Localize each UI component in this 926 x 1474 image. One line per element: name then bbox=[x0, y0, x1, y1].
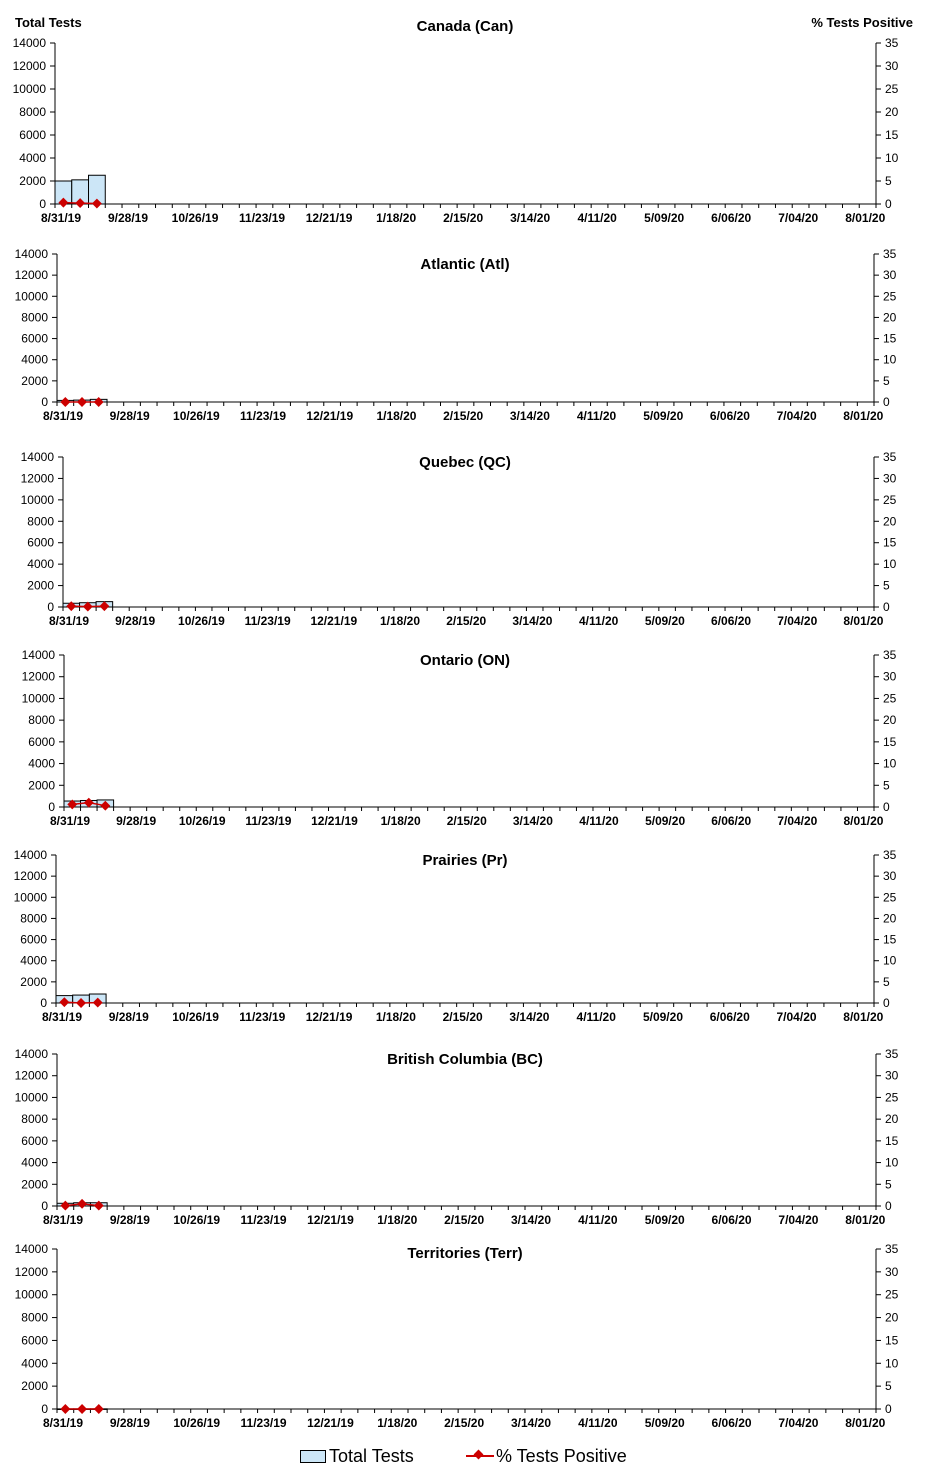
x-tick-label: 7/04/20 bbox=[776, 1010, 817, 1024]
chart-panel-6 bbox=[15, 1242, 899, 1430]
x-tick-label: 4/11/20 bbox=[578, 1416, 618, 1430]
x-tick-label: 8/31/19 bbox=[49, 814, 91, 828]
x-tick-label: 7/04/20 bbox=[777, 614, 818, 628]
x-tick-label: 11/23/19 bbox=[245, 814, 292, 828]
y-tick-label: 6000 bbox=[28, 734, 55, 749]
y2-tick-label: 15 bbox=[885, 1333, 899, 1348]
x-tick-label: 12/21/19 bbox=[306, 409, 354, 423]
chart-title: Prairies (Pr) bbox=[422, 852, 508, 869]
x-tick-label: 10/26/19 bbox=[173, 1416, 221, 1430]
y-tick-label: 12000 bbox=[21, 669, 55, 684]
y2-tick-label: 5 bbox=[885, 1177, 892, 1192]
y2-tick-label: 30 bbox=[883, 869, 897, 884]
legend-total-tests-label: Total Tests bbox=[329, 1445, 414, 1466]
y2-tick-label: 5 bbox=[883, 778, 890, 793]
x-tick-label: 12/21/19 bbox=[305, 1010, 353, 1024]
y2-tick-label: 5 bbox=[885, 1379, 892, 1394]
chart-title: Quebec (QC) bbox=[419, 454, 511, 471]
y-tick-label: 8000 bbox=[27, 514, 54, 529]
y-tick-label: 2000 bbox=[21, 373, 48, 388]
y-tick-label: 2000 bbox=[21, 1177, 48, 1192]
x-tick-label: 9/28/19 bbox=[116, 814, 157, 828]
y2-tick-label: 35 bbox=[883, 648, 897, 662]
x-tick-label: 8/01/20 bbox=[843, 1010, 884, 1024]
y2-tick-label: 0 bbox=[883, 395, 890, 409]
x-tick-label: 4/11/20 bbox=[578, 614, 619, 628]
x-tick-label: 6/06/20 bbox=[711, 814, 752, 828]
x-tick-label: 5/09/20 bbox=[644, 211, 685, 225]
x-tick-label: 5/09/20 bbox=[645, 814, 686, 828]
x-tick-label: 7/04/20 bbox=[778, 1416, 819, 1430]
y-tick-label: 8000 bbox=[19, 105, 46, 119]
y-tick-label: 8000 bbox=[21, 310, 48, 325]
y-tick-label: 14000 bbox=[14, 1242, 48, 1256]
y-tick-label: 14000 bbox=[20, 450, 54, 464]
y2-tick-label: 35 bbox=[883, 247, 897, 261]
x-tick-label: 8/01/20 bbox=[845, 1416, 886, 1430]
y-tick-label: 12000 bbox=[14, 1068, 48, 1083]
x-tick-label: 3/14/20 bbox=[510, 1416, 552, 1430]
y-tick-label: 10000 bbox=[14, 289, 48, 304]
y-tick-label: 0 bbox=[39, 197, 46, 211]
y-tick-label: 10000 bbox=[14, 1090, 48, 1105]
legend-line-marker bbox=[466, 1449, 494, 1463]
y-tick-label: 6000 bbox=[19, 128, 46, 142]
y2-tick-label: 15 bbox=[885, 128, 899, 142]
chart-panel-1 bbox=[15, 247, 897, 423]
y-tick-label: 0 bbox=[47, 600, 54, 614]
right-axis-title: % Tests Positive bbox=[811, 15, 913, 30]
point-pct-positive bbox=[60, 1404, 70, 1414]
x-tick-label: 10/26/19 bbox=[173, 1213, 221, 1227]
y-tick-label: 12000 bbox=[14, 1264, 48, 1279]
chart-panel-0 bbox=[13, 18, 899, 225]
y2-tick-label: 25 bbox=[883, 890, 897, 905]
x-tick-label: 9/28/19 bbox=[115, 614, 156, 628]
y-tick-label: 6000 bbox=[21, 1133, 48, 1148]
chart-title: Canada (Can) bbox=[416, 18, 514, 35]
x-tick-label: 3/14/20 bbox=[510, 1213, 552, 1227]
x-tick-label: 2/15/20 bbox=[443, 409, 484, 423]
y-tick-label: 12000 bbox=[12, 59, 46, 73]
y-tick-label: 0 bbox=[41, 1402, 48, 1416]
x-tick-label: 9/28/19 bbox=[109, 1213, 150, 1227]
y-tick-label: 4000 bbox=[21, 1356, 48, 1371]
x-tick-label: 8/31/19 bbox=[42, 1416, 84, 1430]
y2-tick-label: 10 bbox=[883, 756, 897, 771]
x-tick-label: 10/26/19 bbox=[171, 211, 219, 225]
x-tick-label: 6/06/20 bbox=[711, 614, 752, 628]
x-tick-label: 2/15/20 bbox=[444, 1416, 485, 1430]
legend-bar-swatch bbox=[300, 1450, 326, 1463]
y2-tick-label: 0 bbox=[885, 1199, 892, 1213]
x-tick-label: 7/04/20 bbox=[778, 211, 819, 225]
y2-tick-label: 35 bbox=[885, 1047, 899, 1061]
y2-tick-label: 5 bbox=[883, 974, 890, 989]
x-tick-label: 8/01/20 bbox=[845, 1213, 886, 1227]
y-tick-label: 8000 bbox=[21, 1310, 48, 1325]
y-tick-label: 14000 bbox=[14, 247, 48, 261]
x-tick-label: 11/23/19 bbox=[244, 614, 291, 628]
y-tick-label: 0 bbox=[48, 800, 55, 814]
x-tick-label: 8/31/19 bbox=[42, 1213, 84, 1227]
y-tick-label: 6000 bbox=[21, 1333, 48, 1348]
y2-tick-label: 25 bbox=[883, 492, 897, 507]
y2-tick-label: 15 bbox=[885, 1133, 899, 1148]
y2-tick-label: 30 bbox=[885, 59, 899, 73]
x-tick-label: 5/09/20 bbox=[644, 614, 685, 628]
chart-title: British Columbia (BC) bbox=[387, 1051, 543, 1068]
y2-tick-label: 35 bbox=[885, 36, 899, 50]
y2-tick-label: 25 bbox=[885, 1090, 899, 1105]
x-tick-label: 8/01/20 bbox=[843, 614, 884, 628]
y2-tick-label: 25 bbox=[885, 1287, 899, 1302]
y-tick-label: 2000 bbox=[19, 174, 46, 188]
x-tick-label: 1/18/20 bbox=[377, 1416, 418, 1430]
x-tick-label: 12/21/19 bbox=[305, 211, 353, 225]
x-tick-label: 9/28/19 bbox=[107, 211, 149, 225]
x-tick-label: 4/11/20 bbox=[579, 814, 619, 828]
y2-tick-label: 0 bbox=[883, 600, 890, 614]
y2-tick-label: 20 bbox=[883, 713, 897, 728]
y2-tick-label: 35 bbox=[885, 1242, 899, 1256]
y2-tick-label: 10 bbox=[883, 352, 897, 367]
x-tick-label: 11/23/19 bbox=[240, 1213, 287, 1227]
y2-tick-label: 30 bbox=[883, 669, 897, 684]
y2-tick-label: 10 bbox=[883, 953, 897, 968]
chart-panel-5 bbox=[15, 1047, 899, 1227]
y2-tick-label: 15 bbox=[883, 734, 897, 749]
x-tick-label: 4/11/20 bbox=[577, 211, 617, 225]
point-pct-positive bbox=[60, 397, 70, 407]
y-tick-label: 0 bbox=[41, 395, 48, 409]
x-tick-label: 6/06/20 bbox=[709, 1010, 750, 1024]
x-tick-label: 2/15/20 bbox=[443, 211, 484, 225]
x-tick-label: 3/14/20 bbox=[509, 1010, 550, 1024]
y-tick-label: 14000 bbox=[13, 848, 47, 862]
y-tick-label: 0 bbox=[40, 996, 47, 1010]
x-tick-label: 11/23/19 bbox=[239, 211, 286, 225]
y-tick-label: 10000 bbox=[20, 492, 54, 507]
x-tick-label: 2/15/20 bbox=[446, 614, 487, 628]
x-tick-label: 12/21/19 bbox=[307, 1416, 354, 1430]
y2-tick-label: 10 bbox=[885, 151, 899, 165]
y2-tick-label: 25 bbox=[883, 691, 897, 706]
x-tick-label: 10/26/19 bbox=[178, 614, 225, 628]
y-tick-label: 4000 bbox=[21, 1155, 48, 1170]
y-tick-label: 6000 bbox=[27, 535, 54, 550]
x-tick-label: 9/28/19 bbox=[109, 1416, 150, 1430]
y-tick-label: 10000 bbox=[12, 82, 46, 96]
y-tick-label: 8000 bbox=[21, 1112, 48, 1127]
x-tick-label: 3/14/20 bbox=[509, 409, 550, 423]
x-tick-label: 6/06/20 bbox=[711, 1213, 752, 1227]
y-tick-label: 2000 bbox=[27, 578, 54, 593]
y-tick-label: 12000 bbox=[13, 869, 47, 884]
y2-tick-label: 30 bbox=[883, 268, 897, 283]
y2-tick-label: 25 bbox=[885, 82, 899, 96]
x-tick-label: 10/26/19 bbox=[172, 1010, 219, 1024]
x-tick-label: 2/15/20 bbox=[446, 814, 487, 828]
y2-tick-label: 0 bbox=[883, 996, 890, 1010]
x-tick-label: 1/18/20 bbox=[380, 814, 421, 828]
x-tick-label: 4/11/20 bbox=[576, 1010, 616, 1024]
x-tick-label: 6/06/20 bbox=[709, 409, 750, 423]
x-tick-label: 1/18/20 bbox=[376, 409, 417, 423]
y2-tick-label: 10 bbox=[885, 1155, 899, 1170]
y2-tick-label: 0 bbox=[885, 1402, 892, 1416]
point-pct-positive bbox=[94, 397, 104, 407]
x-tick-label: 3/14/20 bbox=[510, 211, 551, 225]
legend-item-pct-positive bbox=[466, 1444, 627, 1468]
x-tick-label: 1/18/20 bbox=[375, 1010, 416, 1024]
x-tick-label: 12/21/19 bbox=[307, 1213, 354, 1227]
x-tick-label: 5/09/20 bbox=[644, 1416, 685, 1430]
y2-tick-label: 10 bbox=[885, 1356, 899, 1371]
x-tick-label: 7/04/20 bbox=[778, 1213, 819, 1227]
x-tick-label: 4/11/20 bbox=[576, 409, 617, 423]
y-tick-label: 4000 bbox=[20, 953, 47, 968]
y-tick-label: 10000 bbox=[21, 691, 55, 706]
y-tick-label: 8000 bbox=[20, 911, 47, 926]
x-tick-label: 8/01/20 bbox=[843, 814, 884, 828]
y2-tick-label: 15 bbox=[883, 932, 897, 947]
y2-tick-label: 30 bbox=[885, 1264, 899, 1279]
x-tick-label: 6/06/20 bbox=[711, 1416, 752, 1430]
x-tick-label: 1/18/20 bbox=[376, 211, 417, 225]
legend-item-total-tests bbox=[300, 1444, 414, 1468]
point-pct-positive bbox=[77, 1199, 87, 1209]
y2-tick-label: 0 bbox=[885, 197, 892, 211]
x-tick-label: 1/18/20 bbox=[379, 614, 421, 628]
x-tick-label: 11/23/19 bbox=[239, 1010, 286, 1024]
chart-panel-2 bbox=[21, 450, 897, 628]
y-tick-label: 12000 bbox=[14, 268, 48, 283]
chart-panel-3 bbox=[22, 648, 897, 828]
x-tick-label: 9/28/19 bbox=[109, 409, 150, 423]
x-tick-label: 9/28/19 bbox=[108, 1010, 149, 1024]
x-tick-label: 8/01/20 bbox=[845, 211, 886, 225]
y-tick-label: 10000 bbox=[13, 890, 47, 905]
legend-pct-positive-label: % Tests Positive bbox=[496, 1445, 627, 1466]
y-tick-label: 6000 bbox=[20, 932, 47, 947]
point-pct-positive bbox=[94, 1201, 104, 1211]
y-tick-label: 12000 bbox=[20, 471, 54, 486]
y2-tick-label: 10 bbox=[883, 557, 897, 572]
y-tick-label: 4000 bbox=[21, 352, 48, 367]
x-tick-label: 12/21/19 bbox=[310, 614, 358, 628]
x-tick-label: 8/31/19 bbox=[40, 211, 82, 225]
y-tick-label: 4000 bbox=[19, 151, 46, 165]
x-tick-label: 5/09/20 bbox=[643, 409, 684, 423]
legend bbox=[300, 1444, 680, 1468]
x-tick-label: 11/23/19 bbox=[240, 1416, 287, 1430]
y-tick-label: 4000 bbox=[27, 557, 54, 572]
x-tick-label: 8/01/20 bbox=[843, 409, 884, 423]
y2-tick-label: 20 bbox=[885, 1112, 899, 1127]
x-tick-label: 2/15/20 bbox=[442, 1010, 483, 1024]
x-tick-label: 8/31/19 bbox=[48, 614, 90, 628]
x-tick-label: 4/11/20 bbox=[578, 1213, 618, 1227]
x-tick-label: 5/09/20 bbox=[642, 1010, 684, 1024]
chart-title: Atlantic (Atl) bbox=[420, 256, 510, 273]
left-axis-title: Total Tests bbox=[15, 15, 82, 30]
y2-tick-label: 15 bbox=[883, 331, 897, 346]
y2-tick-label: 20 bbox=[885, 105, 899, 119]
y-tick-label: 0 bbox=[41, 1199, 48, 1213]
y2-tick-label: 20 bbox=[883, 310, 897, 325]
y-tick-label: 2000 bbox=[28, 778, 55, 793]
y-tick-label: 10000 bbox=[14, 1287, 48, 1302]
y2-tick-label: 5 bbox=[885, 174, 892, 188]
y-tick-label: 4000 bbox=[28, 756, 55, 771]
point-pct-positive bbox=[94, 1404, 104, 1414]
x-tick-label: 6/06/20 bbox=[711, 211, 752, 225]
y2-tick-label: 20 bbox=[885, 1310, 899, 1325]
x-tick-label: 1/18/20 bbox=[377, 1213, 418, 1227]
point-pct-positive bbox=[66, 601, 76, 611]
x-tick-label: 10/26/19 bbox=[173, 409, 220, 423]
y2-tick-label: 25 bbox=[883, 289, 897, 304]
y-tick-label: 6000 bbox=[21, 331, 48, 346]
y2-tick-label: 30 bbox=[883, 471, 897, 486]
y-tick-label: 2000 bbox=[20, 974, 47, 989]
x-tick-label: 8/31/19 bbox=[41, 1010, 83, 1024]
y2-tick-label: 20 bbox=[883, 911, 897, 926]
x-tick-label: 7/04/20 bbox=[777, 814, 818, 828]
y-tick-label: 14000 bbox=[21, 648, 55, 662]
x-tick-label: 11/23/19 bbox=[240, 409, 287, 423]
chart-title: Territories (Terr) bbox=[407, 1245, 523, 1262]
y-tick-label: 14000 bbox=[14, 1047, 48, 1061]
y2-tick-label: 35 bbox=[883, 450, 897, 464]
y2-tick-label: 20 bbox=[883, 514, 897, 529]
chart-title: Ontario (ON) bbox=[420, 652, 510, 669]
y2-tick-label: 5 bbox=[883, 578, 890, 593]
y-tick-label: 14000 bbox=[12, 36, 46, 50]
y2-tick-label: 0 bbox=[883, 800, 890, 814]
x-tick-label: 8/31/19 bbox=[42, 409, 84, 423]
x-tick-label: 5/09/20 bbox=[644, 1213, 685, 1227]
y2-tick-label: 5 bbox=[883, 373, 890, 388]
y2-tick-label: 15 bbox=[883, 535, 897, 550]
point-pct-positive bbox=[60, 1201, 70, 1211]
y2-tick-label: 35 bbox=[883, 848, 897, 862]
y-tick-label: 8000 bbox=[28, 713, 55, 728]
y-tick-label: 2000 bbox=[21, 1379, 48, 1394]
x-tick-label: 10/26/19 bbox=[178, 814, 226, 828]
x-tick-label: 3/14/20 bbox=[512, 614, 553, 628]
x-tick-label: 7/04/20 bbox=[776, 409, 817, 423]
y2-tick-label: 30 bbox=[885, 1068, 899, 1083]
chart-panel-4 bbox=[14, 848, 897, 1024]
x-tick-label: 3/14/20 bbox=[512, 814, 553, 828]
x-tick-label: 12/21/19 bbox=[311, 814, 358, 828]
x-tick-label: 2/15/20 bbox=[444, 1213, 485, 1227]
point-pct-positive bbox=[77, 1404, 87, 1414]
point-pct-positive bbox=[77, 397, 87, 407]
